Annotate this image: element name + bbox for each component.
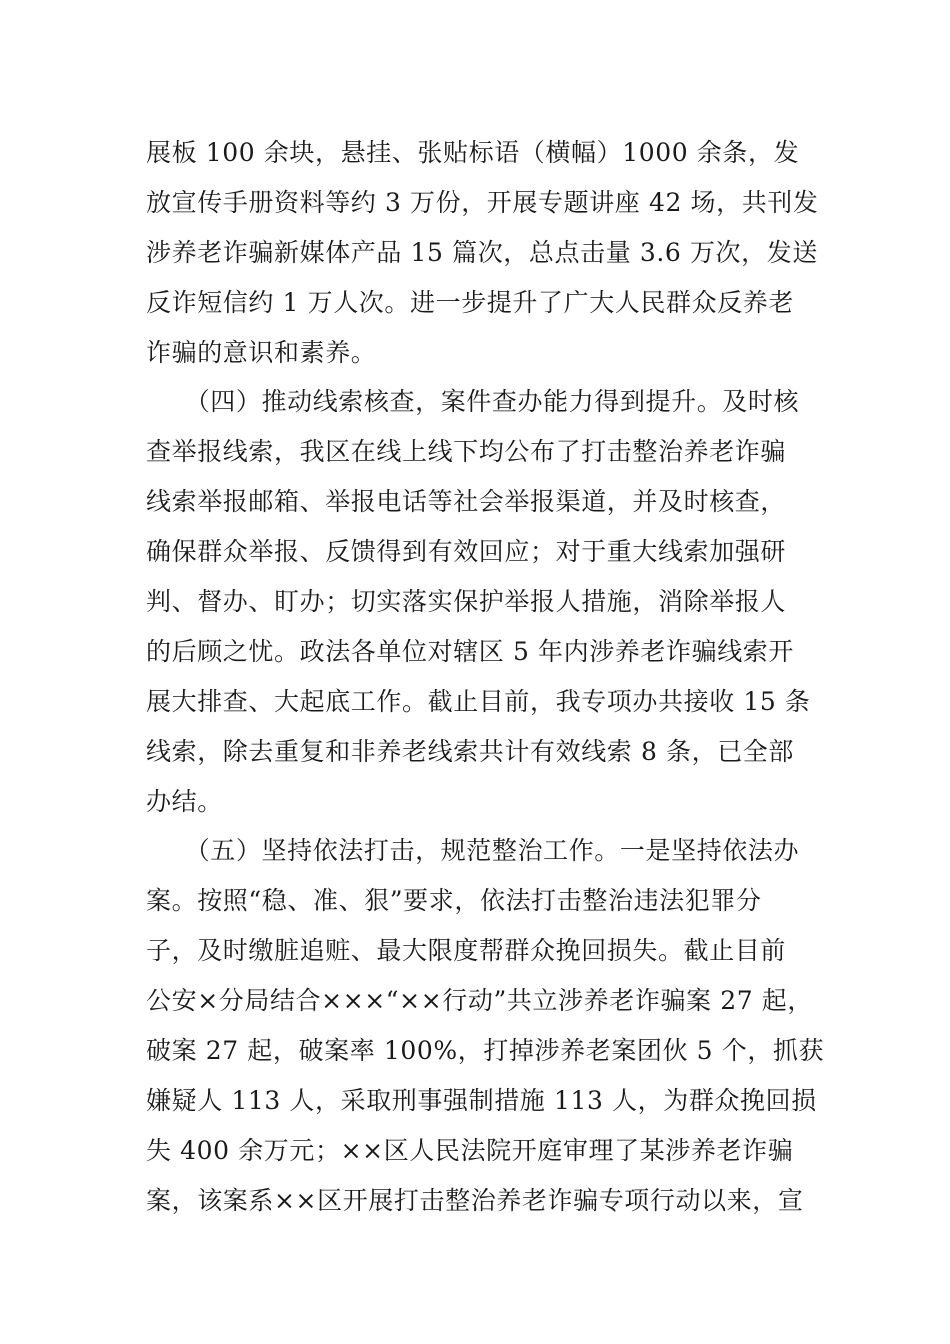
text-line: 展板 100 余块，悬挂、张贴标语（横幅）1000 余条，发: [146, 138, 800, 167]
text-line: 案，该案系××区开展打击整治养老诈骗专项行动以来，宣: [146, 1185, 804, 1215]
text-line: 展大排查、大起底工作。截止目前，我专项办共接收 15 条: [146, 686, 811, 716]
text-line: 办结。: [146, 786, 223, 816]
document-page: [146, 128, 825, 1226]
text-line: 线索，除去重复和非养老线索共计有效线索 8 条，已全部: [146, 736, 795, 766]
text-line: 判、督办、盯办；切实落实保护举报人措施，消除举报人: [146, 587, 787, 617]
text-line: 破案 27 起，破案率 100%，打掉涉养老案团伙 5 个，抓获: [146, 1036, 825, 1066]
text-line: 的后顾之忧。政法各单位对辖区 5 年内涉养老诈骗线索开: [146, 636, 795, 666]
text-line: 子，及时缴脏追赃、最大限度帮群众挽回损失。截止目前: [146, 936, 787, 966]
text-line: 查举报线索，我区在线上线下均公布了打击整治养老诈骗: [146, 437, 787, 467]
text-line: 嫌疑人 113 人，采取刑事强制措施 113 人，为群众挽回损: [146, 1085, 817, 1115]
text-line: 公安×分局结合×××“××行动”共立涉养老诈骗案 27 起，: [146, 986, 813, 1016]
text-line: （五）坚持依法打击，规范整治工作。一是坚持依法办: [146, 836, 800, 866]
text-line: 失 400 余万元；××区人民法院开庭审理了某涉养老诈骗: [146, 1135, 794, 1165]
text-line: 确保群众举报、反馈得到有效回应；对于重大线索加强研: [146, 537, 787, 567]
text-line: 放宣传手册资料等约 3 万份，开展专题讲座 42 场，共刊发: [146, 187, 819, 217]
text-line: 案。按照“稳、准、狠”要求，依法打击整治违法犯罪分: [146, 886, 762, 916]
text-line: 反诈短信约 1 万人次。进一步提升了广大人民群众反养老: [146, 287, 795, 317]
text-line: 线索举报邮箱、举报电话等社会举报渠道，并及时核查，: [146, 487, 787, 517]
text-line: 诈骗的意识和素养。: [146, 337, 377, 367]
text-line: 涉养老诈骗新媒体产品 15 篇次，总点击量 3.6 万次，发送: [146, 237, 818, 267]
text-line: （四）推动线索核查，案件查办能力得到提升。及时核: [146, 387, 800, 417]
document-body: [146, 128, 825, 1226]
